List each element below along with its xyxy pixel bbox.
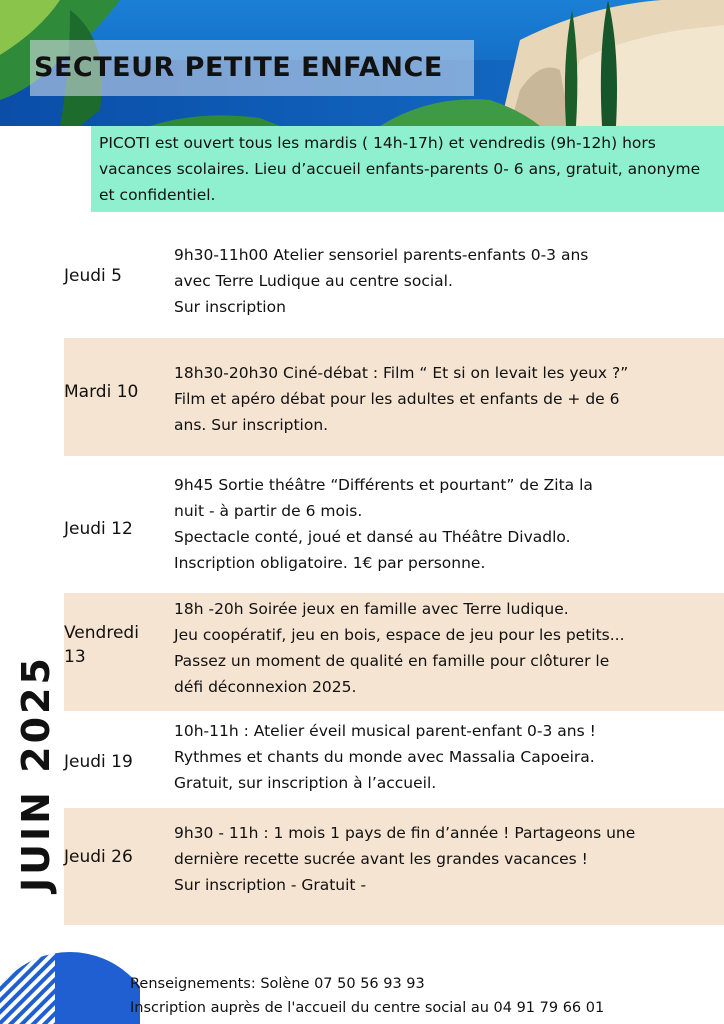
footer-contact: Renseignements: Solène 07 50 56 93 93 — [130, 976, 425, 992]
month-label: JUIN 2025 — [14, 655, 58, 892]
event-day: Mardi 10 — [64, 382, 139, 402]
page-title: SECTEUR PETITE ENFANCE — [34, 52, 443, 83]
event-description: 18h30-20h30 Ciné-débat : Film “ Et si on levait les yeux ?” Film et apéro débat pour les adultes et enfants de + de 6 ans. Sur inscription. — [174, 364, 629, 434]
event-day: Jeudi 5 — [64, 266, 122, 286]
decorative-circle — [0, 930, 140, 1024]
event-description: 9h30-11h00 Atelier sensoriel parents-enfants 0-3 ans avec Terre Ludique au centre social. Sur inscription — [174, 246, 589, 316]
event-row — [64, 808, 724, 925]
event-description: 10h-11h : Atelier éveil musical parent-enfant 0-3 ans ! Rythmes et chants du monde avec Massalia Capoeira. Gratuit, sur inscription à l’accueil. — [174, 722, 596, 792]
event-day: Jeudi 19 — [64, 752, 133, 772]
event-row — [64, 462, 724, 590]
event-description: 9h30 - 11h : 1 mois 1 pays de fin d’année ! Partageons une dernière recette sucrée avant les grandes vacances ! Sur inscription - Gratuit - — [174, 824, 636, 894]
event-description: 9h45 Sortie théâtre “Différents et pourtant” de Zita la nuit - à partir de 6 mois. Spectacle conté, joué et dansé au Théâtre Divadlo. Inscription obligatoire. 1€ par personne. — [174, 476, 593, 572]
footer-inscription: Inscription auprès de l'accueil du centre social au 04 91 79 66 01 — [130, 1000, 605, 1016]
event-day: Jeudi 12 — [64, 519, 133, 539]
event-row — [64, 593, 724, 711]
event-description: 18h -20h Soirée jeux en famille avec Terre ludique. Jeu coopératif, jeu en bois, espace de jeu pour les petits... Passez un moment de qualité en famille pour clôturer le défi déconnexion 2025. — [174, 600, 625, 696]
event-row — [64, 338, 724, 456]
event-row — [64, 232, 724, 336]
event-row — [64, 715, 724, 805]
intro-block: PICOTI est ouvert tous les mardis ( 14h-17h) et vendredis (9h-12h) hors vacances scolaires. Lieu d’accueil enfants-parents 0- 6 ans, gratuit, anonyme et confidentiel. — [91, 126, 724, 212]
event-day: Vendredi 13 — [64, 623, 139, 667]
event-day: Jeudi 26 — [64, 847, 133, 867]
